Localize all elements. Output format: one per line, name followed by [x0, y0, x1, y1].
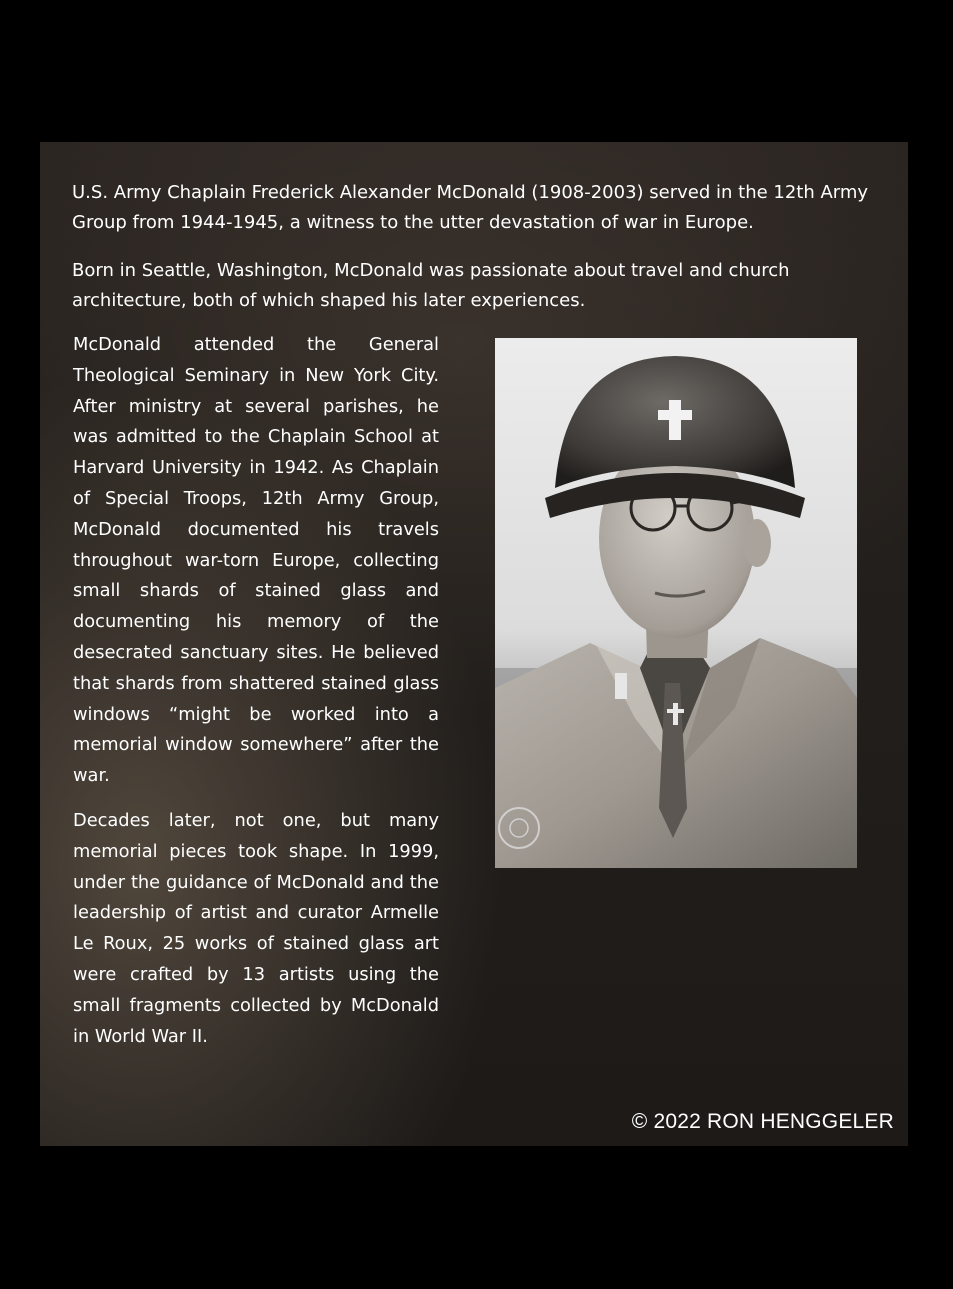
portrait-illustration — [495, 338, 857, 868]
legacy-paragraph: Decades later, not one, but many memorial pieces took shape. In 1999, under the guidance of McDonald and the leadership of artist and curator Armelle Le Roux, 25 works of stained glass art were crafted by 13 artists using the small fragments collected by McDonald in World War II. — [73, 810, 439, 1047]
intro-paragraph: U.S. Army Chaplain Frederick Alexander McDonald (1908-2003) served in the 12th Army Group from 1944-1945, a witness to the utter devastation of war in Europe. — [72, 182, 869, 233]
background-paragraph: Born in Seattle, Washington, McDonald was passionate about travel and church architecture, both of which shaped his later experiences. — [72, 260, 790, 311]
biography-paragraph: McDonald attended the General Theological Seminary in New York City. After ministry at several parishes, he was admitted to the Chaplain School at Harvard University in 1942. As Chaplain of Special Troops, 12th Army Group, McDonald documented his travels throughout war-torn Europe, collecting small shards of stained glass and documenting his memory of the desecrated sanctuary sites. He believed that shards from shattered stained glass windows “might be worked into a memorial window somewhere” after the war. — [73, 334, 439, 787]
chaplain-portrait-photo — [495, 338, 857, 868]
exhibit-panel — [40, 142, 908, 1146]
photo-credit: © 2022 RON HENGGELER — [631, 1110, 894, 1133]
